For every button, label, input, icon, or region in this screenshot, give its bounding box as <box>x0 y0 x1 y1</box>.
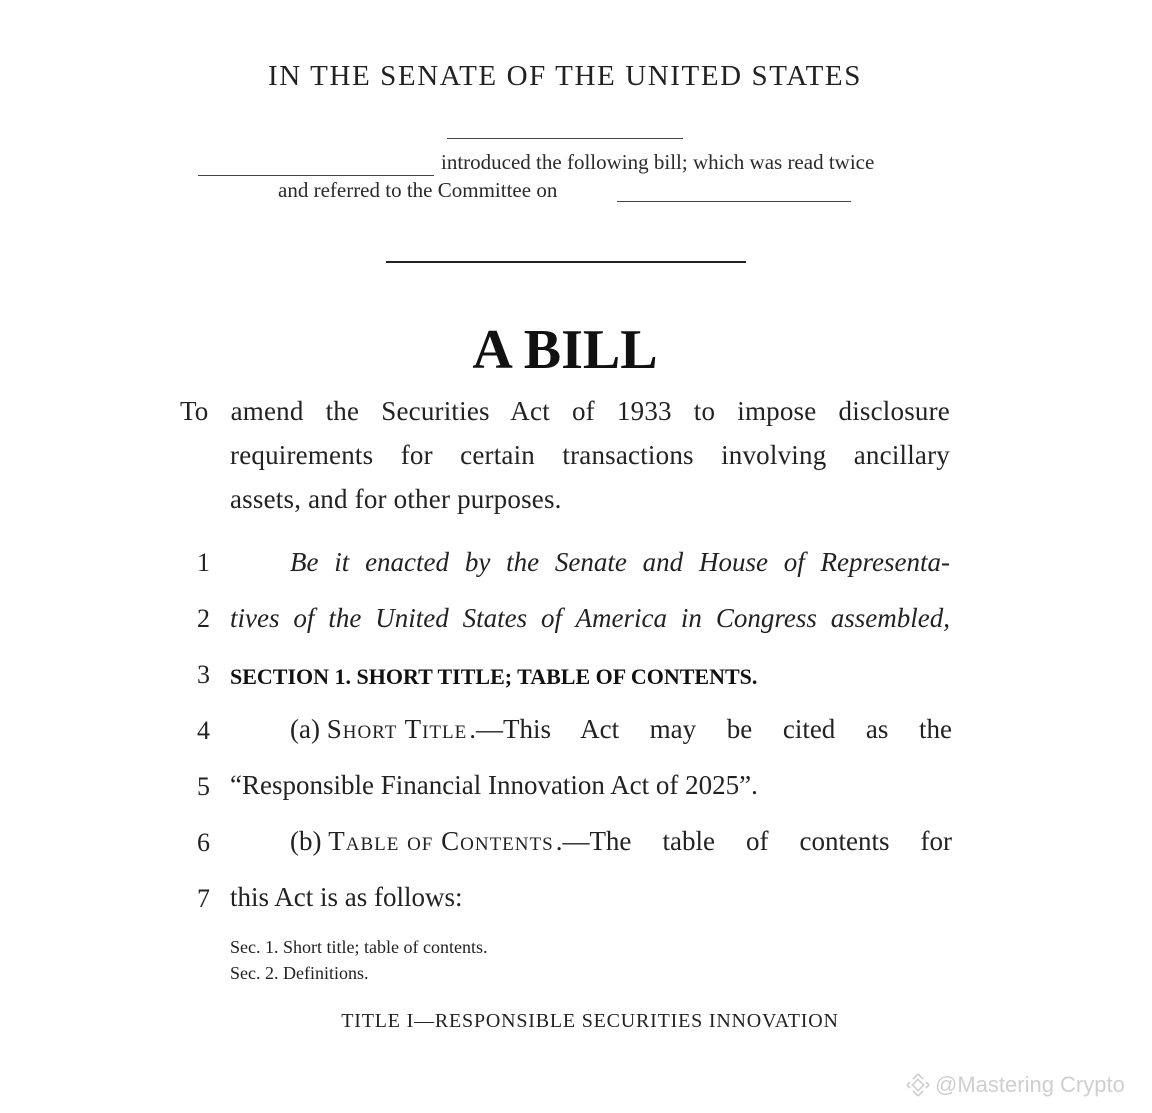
line-number: 6 <box>197 828 210 857</box>
act-name: “Responsible Financial Innovation Act of 2025”. <box>230 770 758 800</box>
clause-prefix: (b) <box>290 826 329 856</box>
section-1-heading: SECTION 1. SHORT TITLE; TABLE OF CONTENTS. <box>230 664 758 689</box>
line-number: 5 <box>197 772 210 801</box>
watermark-text: @Mastering Crypto <box>935 1072 1125 1097</box>
line-number: 2 <box>197 604 210 633</box>
enacting-clause-line2: tives of the United States of America in Congress assembled, <box>230 603 950 633</box>
short-title-clause <box>290 714 952 745</box>
line-number: 1 <box>197 548 210 577</box>
line-number: 7 <box>197 884 210 913</box>
toc-entry: Sec. 1. Short title; table of contents. <box>230 937 488 957</box>
committee-name-blank <box>617 201 851 202</box>
purpose-line-2: requirements for certain transactions involving ancillary <box>230 440 950 470</box>
small-caps-heading: Table of Contents <box>328 826 554 856</box>
clause-prefix: (a) <box>290 714 327 744</box>
title-i-heading: TITLE I—RESPONSIBLE SECURITIES INNOVATION <box>341 1010 839 1032</box>
enacting-clause-line1: Be it enacted by the Senate and House of Representa- <box>290 547 950 577</box>
intro-text-line2: and referred to the Committee on <box>278 178 558 202</box>
purpose-line-3: assets, and for other purposes. <box>230 484 562 514</box>
toc-entry: Sec. 2. Definitions. <box>230 963 369 983</box>
sponsor-name-blank <box>198 175 434 176</box>
sponsor-rule-top <box>447 138 683 139</box>
toc-intro: this Act is as follows: <box>230 882 463 912</box>
section-divider <box>386 261 746 263</box>
line-number: 4 <box>197 716 210 745</box>
toc-clause <box>290 826 952 857</box>
purpose-line-1: To amend the Securities Act of 1933 to impose disclosure <box>180 396 950 426</box>
bill-title: A BILL <box>472 319 658 381</box>
line-number: 3 <box>197 660 210 689</box>
intro-text-line1: introduced the following bill; which was read twice <box>441 150 875 174</box>
small-caps-heading: Short Title <box>326 714 468 744</box>
watermark <box>905 1072 1125 1098</box>
clause-text: .—This Act may be cited as the <box>469 714 952 744</box>
binance-logo-icon <box>905 1072 931 1098</box>
chamber-heading: IN THE SENATE OF THE UNITED STATES <box>268 60 862 92</box>
clause-text: .—The table of contents for <box>555 826 952 856</box>
